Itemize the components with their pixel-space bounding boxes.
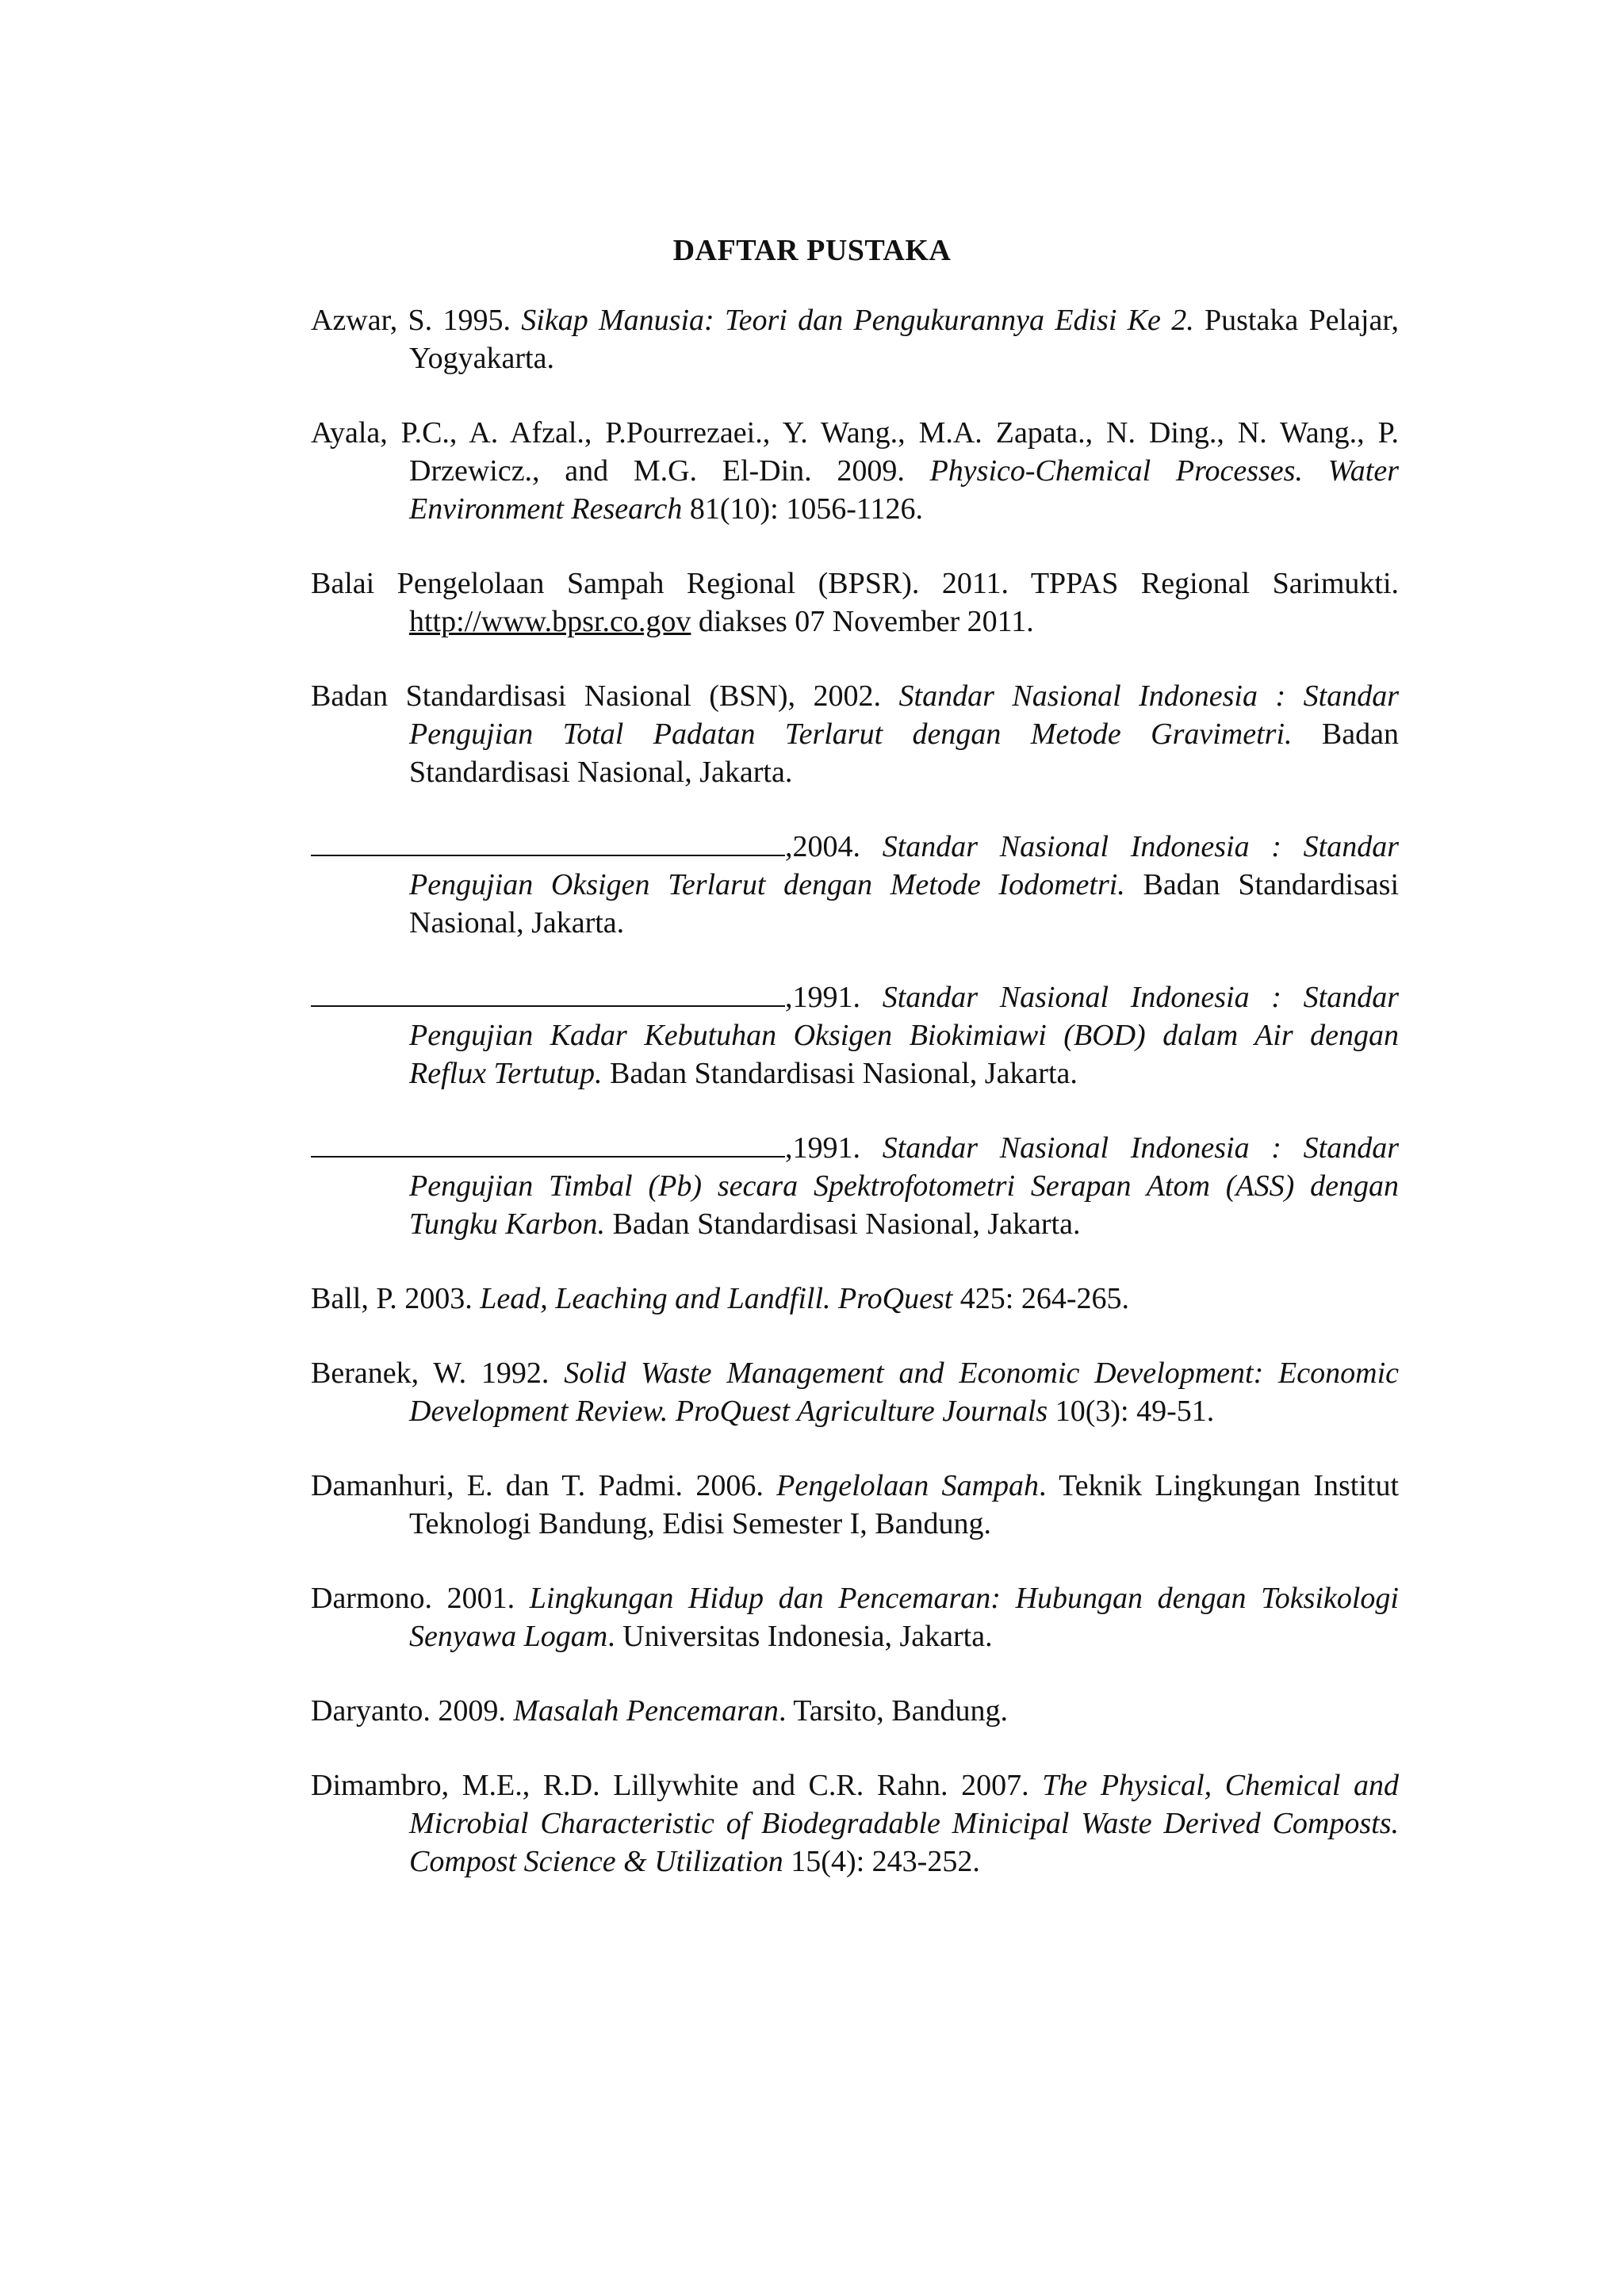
reference-title: Standar Nasional Indonesia : Standar Pengujian Oksigen Terlarut dengan Metode Iodometri.: [409, 830, 1400, 901]
ditto-author-line: [311, 982, 785, 1007]
reference-title: Physico-Chemical Processes. Water Environment Research: [409, 454, 1399, 526]
reference-publisher: 81(10): 1056-1126.: [682, 492, 923, 526]
reference-url-link[interactable]: http://www.bpsr.co.gov: [409, 605, 691, 638]
reference-item: [311, 1692, 1399, 1730]
reference-item: [311, 564, 1399, 641]
reference-item: [311, 301, 1399, 377]
reference-publisher: . Teknik Lingkungan Institut Teknologi Bandung, Edisi Semester I, Bandung.: [409, 1469, 1399, 1540]
reference-publisher: . Tarsito, Bandung.: [778, 1694, 1008, 1728]
reference-author: Badan Standardisasi Nasional (BSN), 2002.: [311, 679, 899, 713]
reference-item: [311, 1579, 1399, 1655]
reference-publisher: . Universitas Indonesia, Jakarta.: [607, 1620, 993, 1653]
reference-publisher: 15(4): 243-252.: [783, 1845, 980, 1878]
reference-item: [311, 414, 1399, 528]
reference-author: Ball, P. 2003.: [311, 1282, 481, 1315]
reference-title: Lingkungan Hidup dan Pencemaran: Hubungan dengan Toksikologi Senyawa Logam: [409, 1582, 1399, 1653]
reference-author: Ayala, P.C., A. Afzal., P.Pourrezaei., Y. Wang., M.A. Zapata., N. Ding., N. Wang., P. Drzewicz., and M.G. El-Din. 2009.: [311, 416, 1399, 488]
reference-publisher: Badan Standardisasi Nasional, Jakarta.: [409, 868, 1400, 939]
reference-publisher: Badan Standardisasi Nasional, Jakarta.: [409, 718, 1399, 789]
reference-author: Daryanto. 2009.: [311, 1694, 514, 1728]
ditto-author-line: [311, 831, 785, 856]
reference-item: [311, 677, 1399, 791]
reference-item: [311, 978, 1399, 1093]
reference-year: ,2004.: [785, 830, 883, 863]
reference-list: [311, 301, 1399, 1917]
reference-title: Pengelolaan Sampah: [776, 1469, 1039, 1502]
reference-author: Damanhuri, E. dan T. Padmi. 2006.: [311, 1469, 777, 1502]
reference-publisher: Badan Standardisasi Nasional, Jakarta.: [602, 1057, 1078, 1090]
reference-publisher: Pustaka Pelajar, Yogyakarta.: [409, 304, 1399, 375]
reference-title: Lead, Leaching and Landfill. ProQuest: [480, 1282, 953, 1315]
reference-item: [311, 828, 1399, 942]
reference-title: Solid Waste Management and Economic Development: Economic Development Review. ProQuest Agriculture Journals: [409, 1357, 1399, 1428]
reference-title: Sikap Manusia: Teori dan Pengukurannya Edisi Ke 2.: [521, 304, 1194, 337]
reference-publisher: 10(3): 49-51.: [1048, 1395, 1215, 1428]
reference-item: [311, 1129, 1399, 1243]
ditto-author-line: [311, 1132, 785, 1158]
reference-item: [311, 1354, 1399, 1430]
reference-author: Dimambro, M.E., R.D. Lillywhite and C.R. Rahn. 2007.: [311, 1769, 1043, 1802]
reference-title: Masalah Pencemaran: [513, 1694, 779, 1728]
reference-title: Standar Nasional Indonesia : Standar Pengujian Total Padatan Terlarut dengan Metode Gravimetri.: [409, 679, 1399, 751]
reference-item: [311, 1280, 1399, 1318]
reference-title: The Physical, Chemical and Microbial Characteristic of Biodegradable Minicipal Waste Derived Composts. Compost Science & Utilization: [409, 1769, 1399, 1878]
reference-author: Balai Pengelolaan Sampah Regional (BPSR). 2011. TPPAS Regional Sarimukti.: [311, 567, 1399, 600]
reference-item: [311, 1766, 1399, 1881]
reference-author: Beranek, W. 1992.: [311, 1357, 565, 1390]
reference-title: Standar Nasional Indonesia : Standar Pengujian Timbal (Pb) secara Spektrofotometri Serapan Atom (ASS) dengan Tungku Karbon.: [409, 1131, 1400, 1241]
reference-access-date: diakses 07 November 2011.: [691, 605, 1034, 638]
reference-item: [311, 1467, 1399, 1543]
reference-title: Standar Nasional Indonesia : Standar Pengujian Kadar Kebutuhan Oksigen Biokimiawi (BOD) dalam Air dengan Reflux Tertutup.: [409, 981, 1400, 1090]
page-title: DAFTAR PUSTAKA: [672, 234, 952, 267]
reference-author: Darmono. 2001.: [311, 1582, 530, 1615]
reference-year: ,1991.: [785, 1131, 883, 1165]
reference-publisher: 425: 264-265.: [952, 1282, 1130, 1315]
reference-publisher: Badan Standardisasi Nasional, Jakarta.: [605, 1207, 1081, 1241]
reference-author: Azwar, S. 1995.: [311, 304, 522, 337]
reference-year: ,1991.: [785, 981, 883, 1014]
